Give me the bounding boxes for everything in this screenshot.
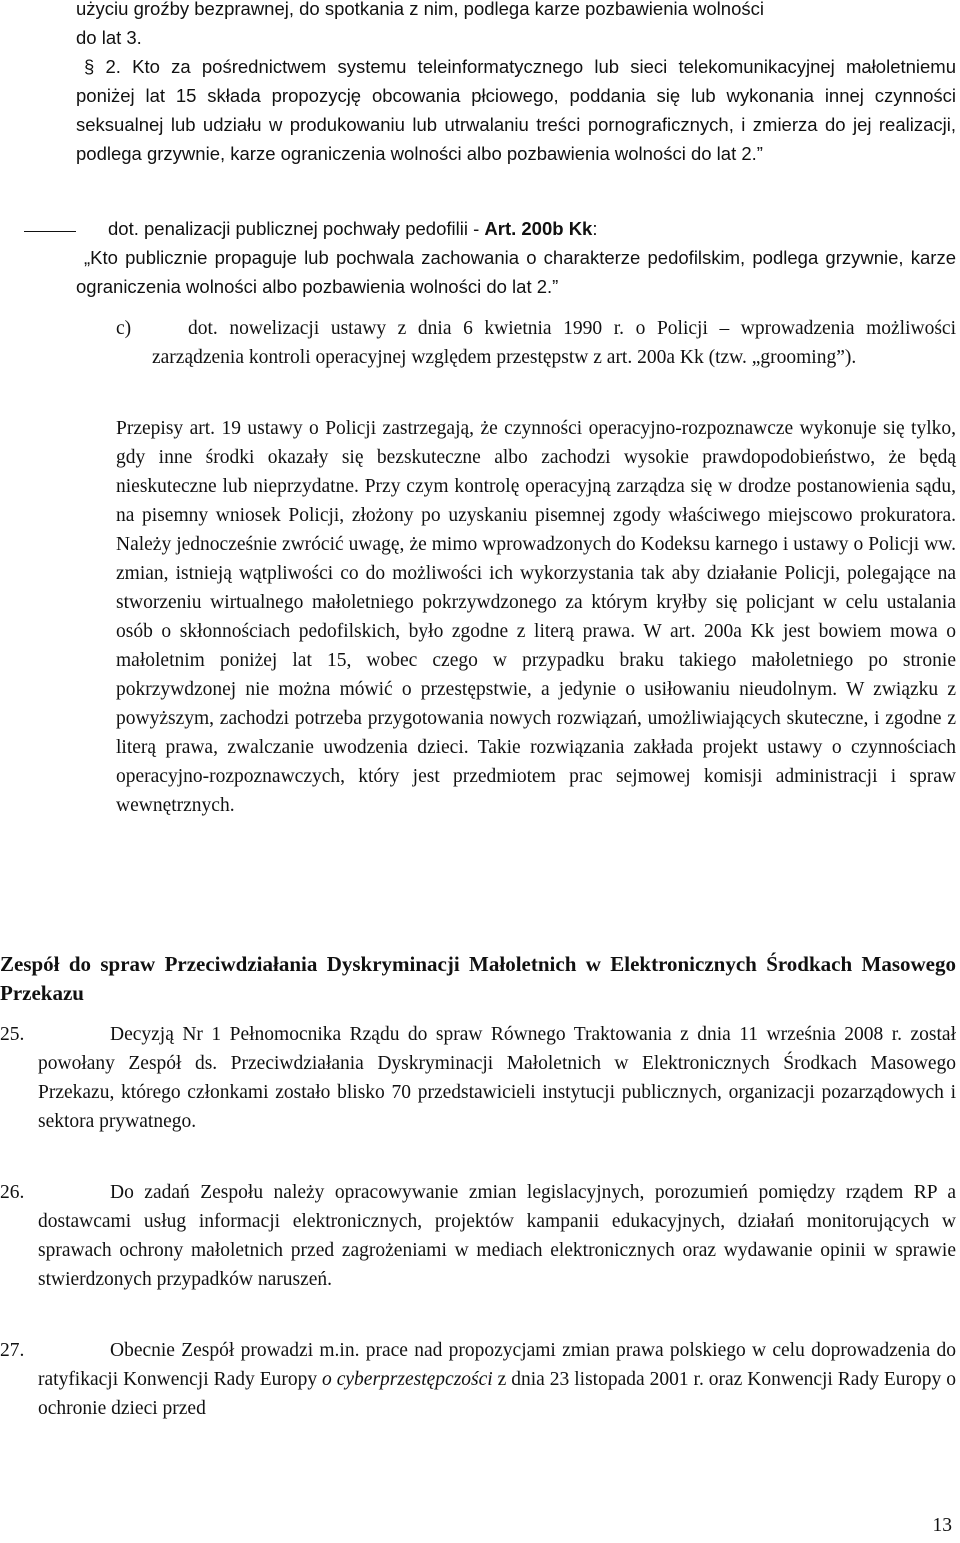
item-26-text: Do zadań Zespołu należy opracowywanie zmian legislacyjnych, porozumień pomiędzy rządem RP a dostawcami usług informacji elektronicznych, projektów kampanii edukacyjnych, działań monitorujących w sprawach ochrony małoletnich przed zagrożeniami w mediach elektronicznych oraz wydawanie opinii w sprawie stwierdzonych przypadków naruszeń. (38, 1182, 956, 1290)
paragraph-marker: § 2. (84, 56, 121, 77)
przepisy-paragraph: Przepisy art. 19 ustawy o Policji zastrzegają, że czynności operacyjno-rozpoznawcze wykonuje się tylko, gdy inne środki okazały się bezskuteczne albo zachodzi wysokie prawdopodobieństwo, że będą nieskuteczne lub nieprzydatne. Przy czym kontrolę operacyjną zarządza się w drodze postanowienia sądu, na pisemny wniosek Policji, złożony po uzyskaniu pisemnej zgody właściwego miejscowo prokuratora. Należy jednocześnie zwrócić uwagę, że mimo wprowadzonych do Kodeksu karnego i ustawy o Policji ww. zmian, istnieją wątpliwości co do możliwości ich wykorzystania tak aby działanie Policji, polegające na stworzeniu wirtualnego małoletniego pokrzywdzonego za którym kryłby się policjant w celu ustalania osób o skłonnościach pedofilskich, było zgodne z literą prawa. W art. 200a Kk jest bowiem mowa o małoletnim poniżej lat 15, wobec czego w przypadku braku takiego małoletniego po stronie pokrzywdzonej nie można mówić o przestępstwie, a jedynie o usiłowaniu nieudolnym. W związku z powyższym, zachodzi potrzeba przygotowania nowych rozwiązań, umożliwiających skuteczne, i zgodne z literą prawa, zwalczanie uwodzenia dzieci. Takie rozwiązania zakłada projekt ustawy o czynnościach operacyjno-rozpoznawczych, który jest przedmiotem prac sejmowej komisji administracji i spraw wewnętrznych. (116, 418, 956, 816)
fragment-line-2: do lat 3. (76, 27, 142, 48)
item-number-25: 25. (0, 1024, 25, 1045)
art-200b-label: dot. penalizacji publicznej pochwały pedofilii - Art. 200b Kk: (108, 218, 598, 239)
italic-title: o cyberprzestępczości (322, 1369, 493, 1390)
item-25-text: Decyzją Nr 1 Pełnomocnika Rządu do spraw Równego Traktowania z dnia 11 września 2008 r. został powołany Zespół ds. Przeciwdziałania Dyskryminacji Małoletnich w Elektronicznych Środkach Masowego Przekazu, którego członkami zostało blisko 70 przedstawicieli instytucji publicznych, organizacji pozarządowych i sektora prywatnego. (38, 1024, 956, 1132)
item-27-text: Obecnie Zespół prowadzi m.in. prace nad propozycjami zmian prawa polskiego w celu doprowadzenia do ratyfikacji Konwencji Rady Europy o cyberprzestępczości z dnia 23 listopada 2001 r. oraz Konwencji Rady Europy o ochronie dzieci przed (38, 1340, 956, 1419)
item-number-27: 27. (0, 1340, 25, 1361)
fragment-line-1: użyciu groźby bezprawnej, do spotkania z nim, podlega karze pozbawienia wolności (76, 0, 764, 19)
item-c-marker: c) (116, 318, 132, 339)
dash-bullet (24, 231, 76, 232)
art-200b-ref: Art. 200b Kk (484, 218, 593, 239)
page-number: 13 (932, 1515, 952, 1536)
item-number-26: 26. (0, 1182, 25, 1203)
paragraph-text: Kto za pośrednictwem systemu teleinformatycznego lub sieci telekomunikacyjnej małoletniemu poniżej lat 15 składa propozycję obcowania płciowego, poddania się lub wykonania innej czynności seksualnej lub udziału w produkowaniu lub utrwalaniu treści pornograficznych, i zmierza do jej realizacji, podlega grzywnie, karze ograniczenia wolności albo pozbawienia wolności do lat 2.” (76, 56, 957, 164)
item-c-text: dot. nowelizacji ustawy z dnia 6 kwietnia 1990 r. o Policji – wprowadzenia możliwości zarządzenia kontroli operacyjnej względem przestępstw z art. 200a Kk (tzw. „grooming”). (152, 318, 956, 368)
section-heading: Zespół do spraw Przeciwdziałania Dyskryminacji Małoletnich w Elektronicznych Środkach Masowego Przekazu (0, 952, 956, 1005)
art-200a-par-2 (76, 52, 956, 168)
art-200b-quote: „Kto publicznie propaguje lub pochwala zachowania o charakterze pedofilskim, podlega grzywnie, karze ograniczenia wolności albo pozbawienia wolności do lat 2.” (76, 247, 956, 297)
